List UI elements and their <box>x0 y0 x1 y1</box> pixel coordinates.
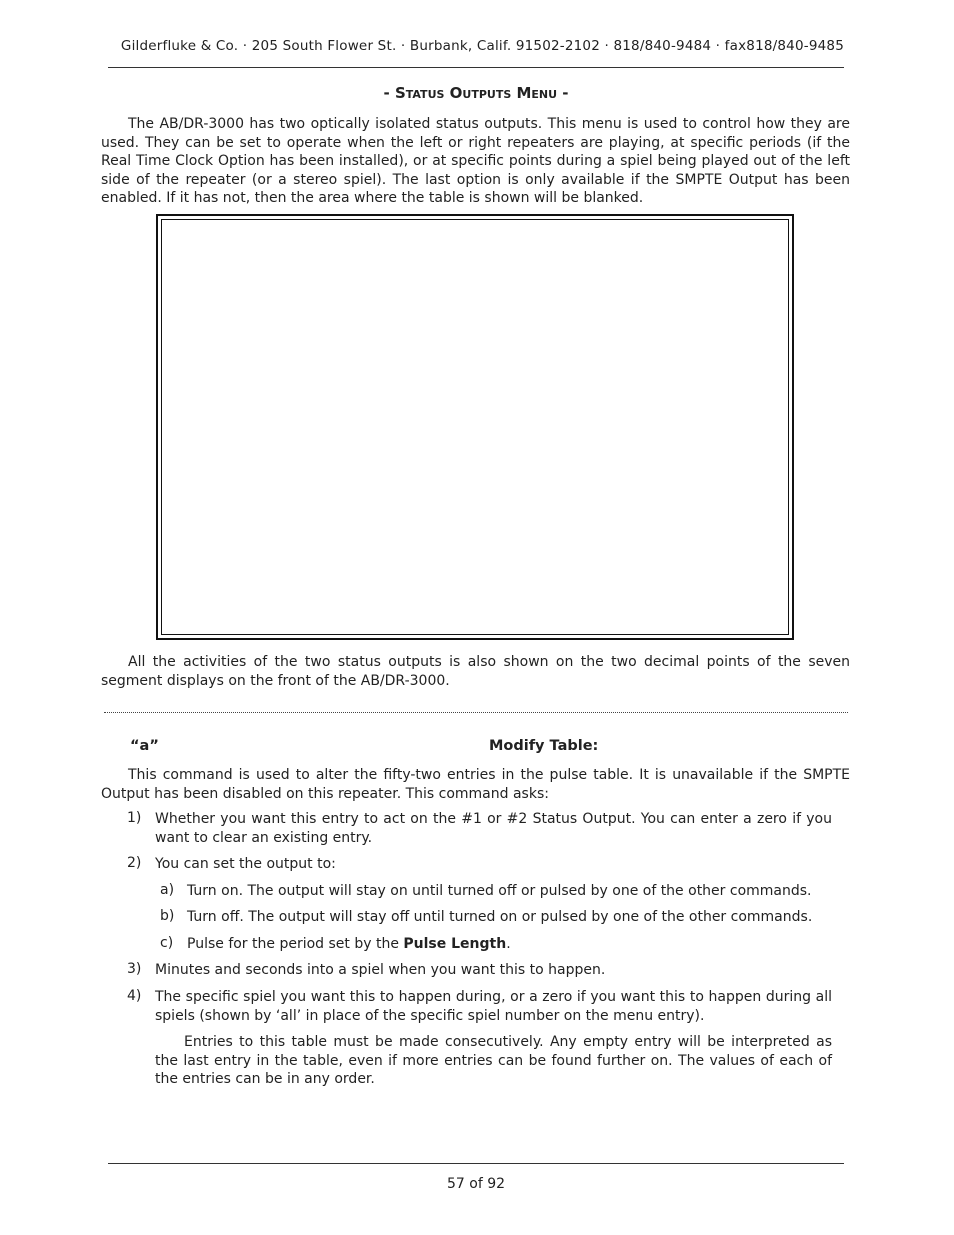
pulse-length-term: Pulse Length <box>403 936 507 952</box>
intro-paragraph: The AB/DR-3000 has two optically isolated status outputs. This menu is used to control how they are used. They can be set to operate when the left or right repeaters are playing, at specific periods (if the Real Time Clock Option has been installed), or at specific points during a spiel being played out of the left side of the repeater (or a stereo spiel). The last option is only available if the SMPTE Output has been enabled. If it has not, then the area where the table is shown will be blanked. <box>101 116 850 207</box>
sub-item-letter: a) <box>160 882 175 898</box>
section-title: - Status Outputs Menu - <box>383 84 569 102</box>
footer-rule <box>108 1163 844 1164</box>
dotted-separator <box>104 712 848 713</box>
list-item: You can set the output to: <box>155 856 336 872</box>
command-name: Modify Table: <box>489 738 599 754</box>
page-header: Gilderfluke & Co. · 205 South Flower St. · Burbank, Calif. 91502-2102 · 818/840-9484 · fax818/840-9485 <box>120 38 844 54</box>
list-item-number: 3) <box>127 961 142 977</box>
command-key: “a” <box>130 738 159 754</box>
sub-item-text-end: . <box>506 936 511 952</box>
header-rule <box>108 67 844 68</box>
sub-item-letter: c) <box>160 935 174 951</box>
list-item: The specific spiel you want this to happen during, or a zero if you want this to happen during all spiels (shown by ‘all’ in place of the specific spiel number on the menu entry). <box>155 989 832 1024</box>
sub-item-letter: b) <box>160 908 175 924</box>
list-item-number: 2) <box>127 855 142 871</box>
list-item-number: 1) <box>127 810 142 826</box>
table-frame <box>156 214 794 640</box>
list-item-number: 4) <box>127 988 142 1004</box>
page-number: 57 of 92 <box>446 1176 506 1192</box>
closing-paragraph: Entries to this table must be made consecutively. Any empty entry will be interpreted as the last entry in the table, even if more entries can be found further on. The values of each of the entries can be in any order. <box>155 1034 832 1088</box>
sub-item: Turn on. The output will stay on until turned off or pulsed by one of the other commands. <box>187 883 812 899</box>
sub-item: Turn off. The output will stay off until turned on or pulsed by one of the other commands. <box>187 909 813 925</box>
table-frame-inner <box>161 219 789 635</box>
command-description: This command is used to alter the fifty-two entries in the pulse table. It is unavailable if the SMPTE Output has been disabled on this repeater. This command asks: <box>101 767 850 802</box>
decimal-points-paragraph: All the activities of the two status outputs is also shown on the two decimal points of the seven segment displays on the front of the AB/DR-3000. <box>101 654 850 689</box>
sub-item-text: Pulse for the period set by the <box>187 936 404 952</box>
list-item: Whether you want this entry to act on the #1 or #2 Status Output. You can enter a zero if you want to clear an existing entry. <box>155 811 832 846</box>
sub-item <box>187 935 837 954</box>
list-item: Minutes and seconds into a spiel when you want this to happen. <box>155 962 606 978</box>
